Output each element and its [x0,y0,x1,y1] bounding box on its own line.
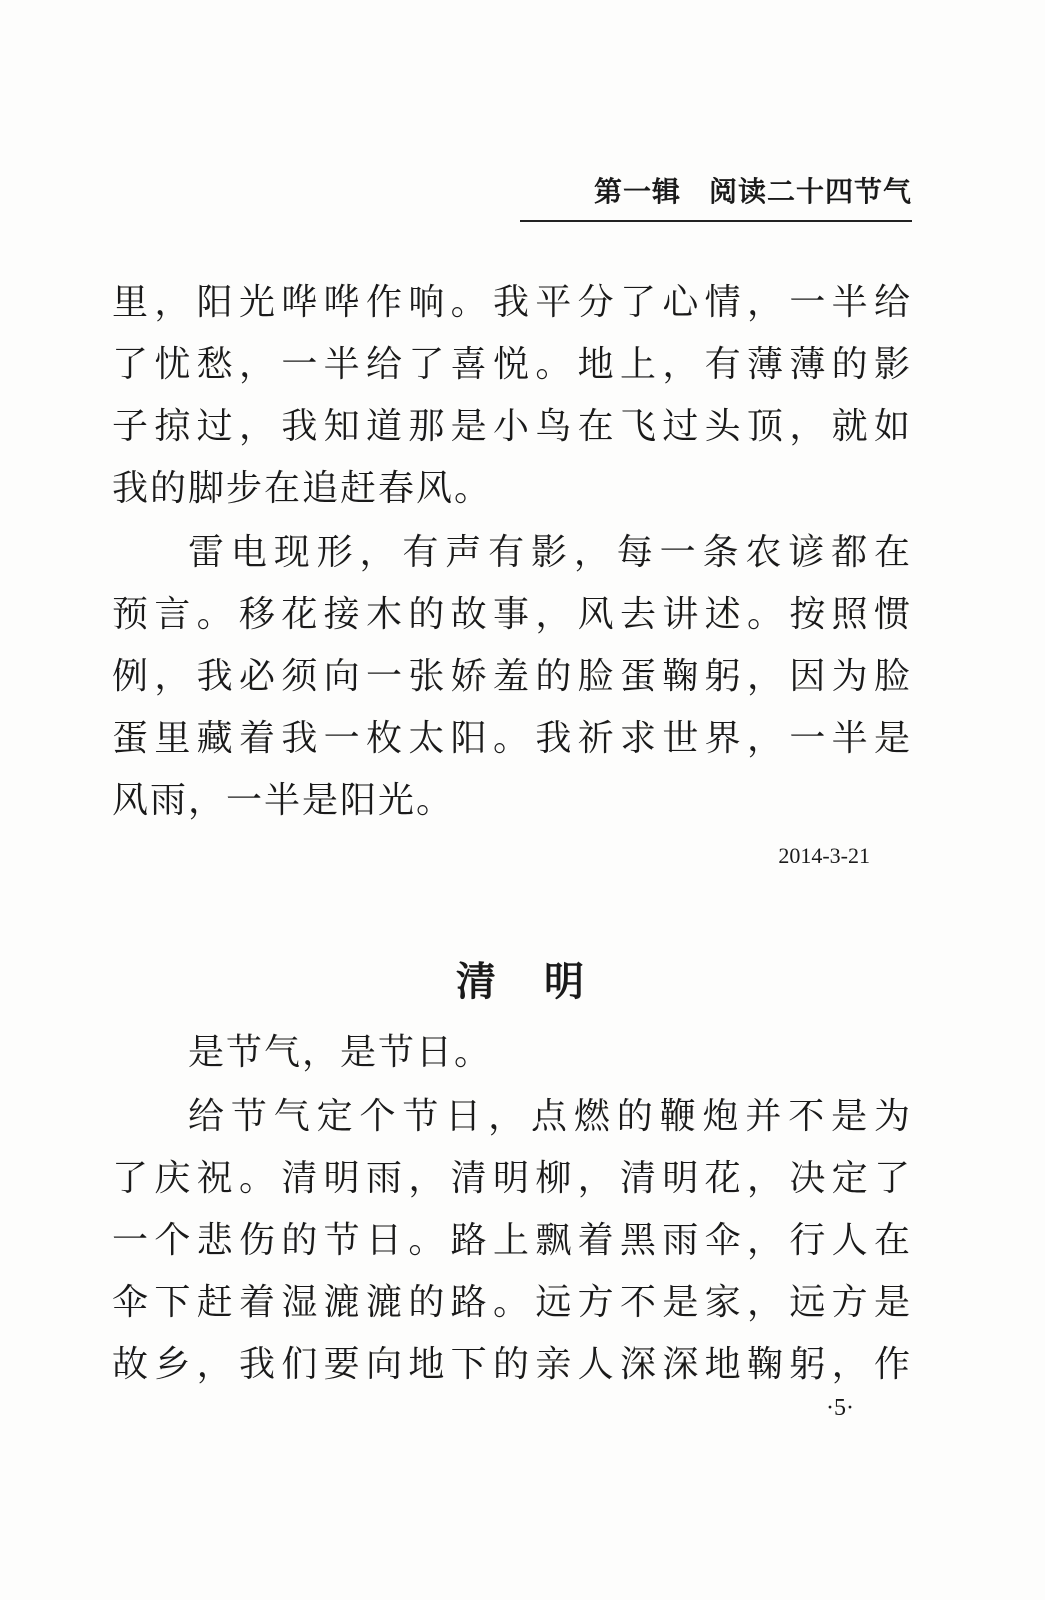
body-line: 子掠过，我知道那是小鸟在飞过头顶，就如 [112,406,912,447]
body-line: 我的脚步在追赶春风。 [112,468,493,509]
body-line: 风雨，一半是阳光。 [112,780,455,821]
header-part: 第一辑 [593,175,681,208]
page-number: ·5· [826,1395,854,1421]
body-line: 一个悲伤的节日。路上飘着黑雨伞，行人在 [112,1220,912,1261]
body-line: 伞下赶着湿漉漉的路。远方不是家，远方是 [112,1282,912,1323]
body-line: 了忧愁，一半给了喜悦。地上，有薄薄的影 [112,344,912,385]
body-line: 雷电现形，有声有影，每一条农谚都在 [188,532,912,573]
body-line: 故乡，我们要向地下的亲人深深地鞠躬，作 [112,1344,912,1385]
body-line: 是节气，是节日。 [188,1032,493,1073]
essay-title: 清明 [456,959,632,1005]
body-line: 预言。移花接木的故事，风去讲述。按照惯 [112,594,912,635]
body-line: 例，我必须向一张娇羞的脸蛋鞠躬，因为脸 [112,656,912,697]
body-line: 了庆祝。清明雨，清明柳，清明花，决定了 [112,1158,912,1199]
essay-date: 2014-3-21 [778,843,870,868]
body-line: 蛋里藏着我一枚太阳。我祈求世界，一半是 [112,718,912,759]
running-header [520,172,912,222]
header-section: 阅读二十四节气 [708,175,912,208]
body-line: 里，阳光哗哗作响。我平分了心情，一半给 [112,282,912,323]
body-line: 给节气定个节日，点燃的鞭炮并不是为 [188,1096,912,1137]
